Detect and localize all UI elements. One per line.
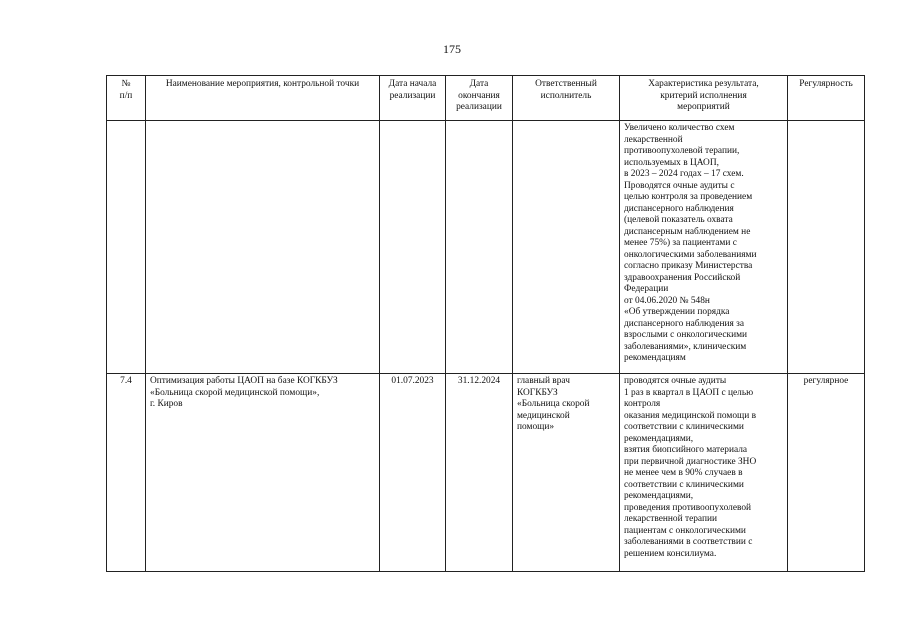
cell-number: 7.4 <box>107 374 146 572</box>
page-number: 175 <box>443 42 461 56</box>
cell-regularity: регулярное <box>788 374 865 572</box>
header-result: Характеристика результата, критерий исполнения мероприятий <box>620 76 788 121</box>
cell-start-date <box>380 121 446 374</box>
header-regularity: Регулярность <box>788 76 865 121</box>
table-header-row <box>107 76 865 121</box>
cell-end-date: 31.12.2024 <box>446 374 513 572</box>
header-start-date: Дата начала реализации <box>380 76 446 121</box>
table-row <box>107 121 865 374</box>
cell-name: Оптимизация работы ЦАОП на базе КОГКБУЗ «Больница скорой медицинской помощи», г. Киров <box>146 374 380 572</box>
cell-end-date <box>446 121 513 374</box>
cell-responsible: главный врач КОГКБУЗ «Больница скорой медицинской помощи» <box>513 374 620 572</box>
header-name: Наименование мероприятия, контрольной точки <box>146 76 380 121</box>
header-number: № п/п <box>107 76 146 121</box>
cell-start-date: 01.07.2023 <box>380 374 446 572</box>
cell-number <box>107 121 146 374</box>
cell-result: проводятся очные аудиты 1 раз в квартал в ЦАОП с целью контроля оказания медицинской помощи в соответствии с клиническими рекомендациями, взятия биопсийного материала при первичной диагностике ЗНО не менее чем в 90% случаев в соответствии с клиническими рекомендациями, проведения противоопухолевой лекарственной терапии пациентам с онкологическими заболеваниями в соответствии с решением консилиума. <box>620 374 788 572</box>
measures-table <box>106 75 865 572</box>
cell-responsible <box>513 121 620 374</box>
table-row <box>107 374 865 572</box>
header-end-date: Дата окончания реализации <box>446 76 513 121</box>
cell-result: Увеличено количество схем лекарственной противоопухолевой терапии, используемых в ЦАОП, в 2023 – 2024 годах – 17 схем. Проводятся очные аудиты с целью контроля за проведением диспансерного наблюдения (целевой показатель охвата диспансерным наблюдением не менее 75%) за пациентами с онкологическими заболеваниями согласно приказу Министерства здравоохранения Российской Федерации от 04.06.2020 № 548н «Об утверждении порядка диспансерного наблюдения за взрослыми с онкологическими заболеваниями», клиническим рекомендациям <box>620 121 788 374</box>
cell-regularity <box>788 121 865 374</box>
header-responsible: Ответственный исполнитель <box>513 76 620 121</box>
cell-name <box>146 121 380 374</box>
